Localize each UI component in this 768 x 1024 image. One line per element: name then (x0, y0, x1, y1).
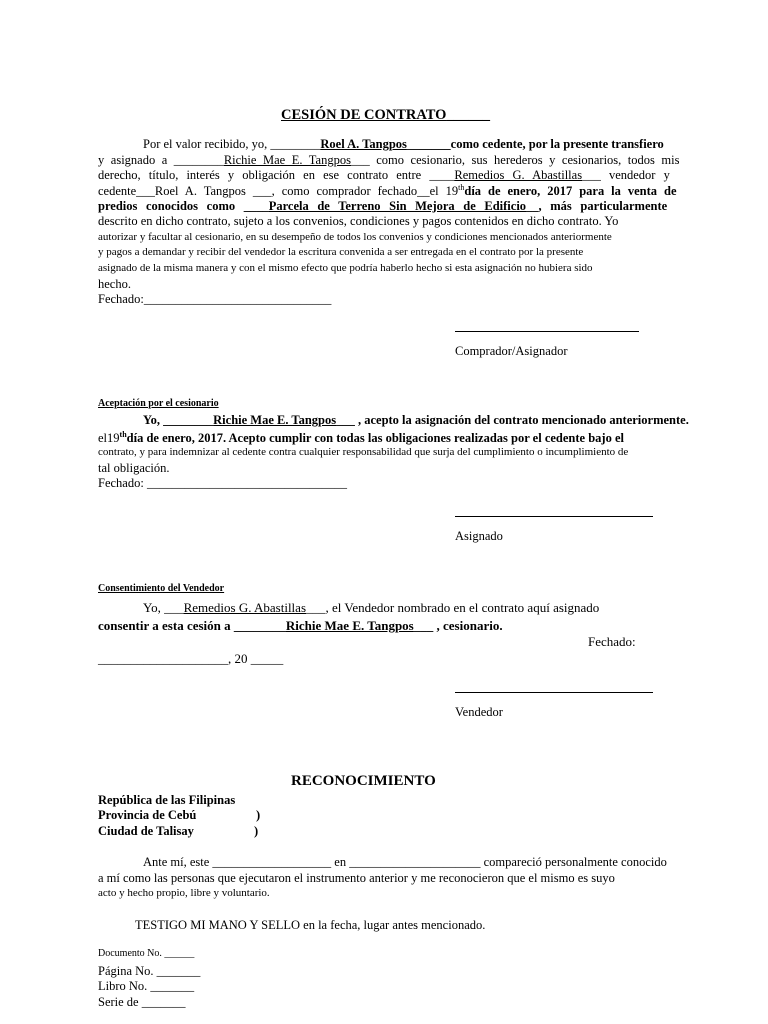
acceptance-line-2 (98, 430, 624, 446)
acknowledgment-line-2: a mí como las personas que ejecutaron el instrumento anterior y me reconocieron que el mismo es suyo (98, 871, 615, 885)
acceptance-heading: Aceptación por el cesionario (98, 398, 219, 409)
acknowledgment-line-3: acto y hecho propio, libre y voluntario. (98, 887, 270, 899)
contract-line-3 (98, 168, 670, 183)
vendor-consent-heading: Consentimiento del Vendedor (98, 583, 225, 594)
contract-title-text: CESIÓN DE CONTRATO (281, 107, 447, 123)
vendor-line-1 (143, 600, 599, 616)
acceptance-line-2-pre: el19 (98, 431, 120, 446)
vendor-line-2-post: ___ , cesionario. (413, 618, 503, 633)
city-paren: ) (254, 824, 259, 838)
signature-line-buyer (455, 331, 639, 332)
vendor-line-1-post: ___, el Vendedor nombrado en el contrato aquí asignado (306, 600, 600, 615)
contract-line-9: asignado de la misma manera y con el mismo efecto que podría haberlo hecho si esta asignación no hubiera sido (98, 262, 593, 274)
fechado-field-1[interactable]: Fechado:______________________________ (98, 292, 332, 306)
page-number-field[interactable]: Página No. _______ (98, 964, 201, 978)
acceptance-line-4: tal obligación. (98, 461, 170, 475)
contract-line-5-pre: predios conocidos como ____ (98, 199, 269, 213)
signature-line-vendor (455, 692, 653, 693)
vendor-name: Remedios G. Abastillas (454, 168, 583, 182)
acceptance-line-1-pre: Yo, ________ (143, 413, 214, 427)
witness-statement: TESTIGO MI MANO Y SELLO en la fecha, lugar antes mencionado. (135, 918, 486, 932)
signature-label-vendor: Vendedor (455, 705, 503, 719)
contract-line-5 (98, 199, 667, 214)
contract-line-10: hecho. (98, 277, 131, 291)
vendor-fechado-label: Fechado: (588, 634, 636, 649)
contract-title (281, 107, 490, 124)
acknowledgment-title: RECONOCIMIENTO (291, 773, 436, 789)
contract-line-4-sup: th (458, 183, 465, 192)
parcel-description: Parcela de Terreno Sin Mejora de Edificio (268, 199, 527, 213)
contract-line-1 (143, 137, 664, 152)
contract-line-1-trail: _______como cedente, por la presente transfiero (406, 137, 664, 151)
signature-line-assignee (455, 516, 653, 517)
acknowledgment-line-1: Ante mí, este ___________________ en _____________________ compareció personalmente conocido (143, 855, 667, 869)
province-paren: ) (256, 808, 261, 822)
acceptance-line-2-sup: th (119, 430, 127, 439)
contract-line-3-pre: derecho, título, interés y obligación en ese contrato entre ____ (98, 168, 455, 182)
assignee-name: Richie Mae E. Tangpos (223, 153, 351, 167)
province-label: Provincia de Cebú (98, 808, 197, 822)
contract-line-5-post: __, más particularmente (526, 199, 668, 213)
acceptance-line-2-post: día de enero, 2017. Acepto cumplir con todas las obligaciones realizadas por el cedente bajo el (126, 431, 624, 446)
acceptance-assignee-name: Richie Mae E. Tangpos (213, 413, 337, 427)
vendor-line-2-pre: consentir a esta cesión a ________ (98, 618, 286, 633)
acceptance-line-3: contrato, y para indemnizar al cedente contra cualquier responsabilidad que surja del cumplimiento o incumplimiento de (98, 446, 629, 458)
vendor-line-2 (98, 618, 503, 634)
city-label: Ciudad de Talisay (98, 824, 194, 838)
contract-line-4 (98, 183, 677, 199)
signature-label-buyer: Comprador/Asignador (455, 344, 568, 358)
contract-line-6: descrito en dicho contrato, sujeto a los convenios, condiciones y pagos contenidos en dicho contrato. Yo (98, 214, 619, 228)
book-number-field[interactable]: Libro No. _______ (98, 979, 195, 993)
contract-line-4-pre: cedente___Roel A. Tangpos ___, como comprador fechado__el 19 (98, 184, 459, 199)
acceptance-line-1 (143, 413, 689, 428)
series-field[interactable]: Serie de _______ (98, 995, 186, 1009)
republic-label: República de las Filipinas (98, 793, 236, 807)
contract-line-2-pre: y asignado a ________ (98, 153, 224, 167)
contract-line-2-post: ___ como cesionario, sus herederos y cesionarios, todos mis (350, 153, 680, 167)
signature-label-assignee: Asignado (455, 529, 503, 543)
vendor-consent-assignee-name: Richie Mae E. Tangpos (285, 618, 414, 633)
contract-line-7: autorizar y facultar al cesionario, en su desempeño de todos los convenios y condiciones mencionados anteriormente (98, 231, 612, 243)
contract-line-3-post: ___ vendedor y (582, 168, 670, 182)
contract-line-2 (98, 153, 679, 168)
acceptance-line-1-post: ___ , acepto la asignación del contrato mencionado anteriormente. (336, 413, 689, 427)
document-number-field[interactable]: Documento No. ______ (98, 948, 195, 959)
contract-line-8: y pagos a demandar y recibir del vendedor la escritura convenida a ser entregada en el contrato por la presente (98, 246, 584, 258)
contract-line-4-post: día de enero, 2017 para la venta de (464, 184, 677, 199)
contract-title-trail: ______ (446, 107, 490, 123)
fechado-field-2[interactable]: Fechado: ________________________________ (98, 476, 347, 490)
vendor-date-field[interactable]: ____________________, 20 _____ (98, 651, 284, 666)
assignor-name: Roel A. Tangpos (320, 137, 407, 151)
vendor-line-1-pre: Yo, ___ (143, 600, 184, 615)
contract-line-1-intro: Por el valor recibido, yo, ________ (143, 137, 321, 151)
vendor-consent-name: Remedios G. Abastillas (183, 600, 307, 615)
